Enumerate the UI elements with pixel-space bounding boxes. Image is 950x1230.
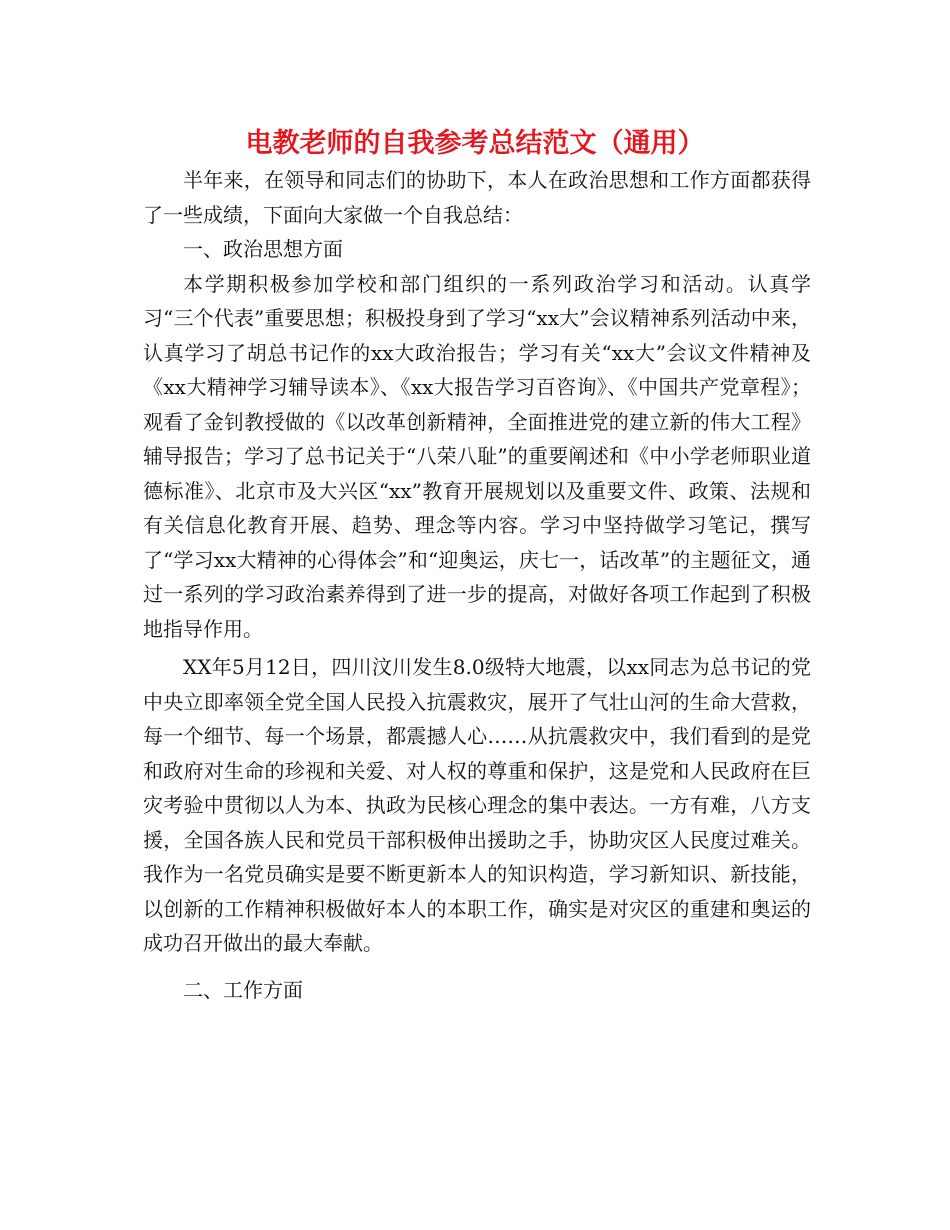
section-heading-work: 二、工作方面 bbox=[183, 977, 303, 1002]
document-title: 电教老师的自我参考总结范文（通用） bbox=[245, 128, 705, 159]
political-study-paragraph: 本学期积极参加学校和部门组织的一系列政治学习和活动。认真学习“三个代表”重要思想；积极投身到了学习“xx大”会议精神系列活动中来，认真学习了胡总书记作的xx大政治报告；学习有关“xx大”会议文件精神及《xx大精神学习辅导读本》、《xx大报告学习百咨询》、《中国共产党章程》；观看了金钊教授做的《以改革创新精神，全面推进党的建立新的伟大工程》辅导报告；学习了总书记关于“八荣八耻”的重要阐述和《中小学老师职业道德标准》、北京市及大兴区“xx”教育开展规划以及重要文件、政策、法规和有关信息化教育开展、趋势、理念等内容。学习中坚持做学习笔记，撰写了“学习xx大精神的心得体会”和“迎奥运，庆七一，话改革”的主题征文，通过一系列的学习政治素养得到了进一步的提高，对做好各项工作起到了积极地指导作用。 bbox=[143, 271, 811, 641]
intro-paragraph: 半年来，在领导和同志们的协助下，本人在政治思想和工作方面都获得了一些成绩，下面向大家做一个自我总结： bbox=[143, 168, 811, 227]
document-body bbox=[143, 163, 811, 1007]
section-heading-political: 一、政治思想方面 bbox=[183, 237, 343, 261]
earthquake-paragraph: XX年5月12日，四川汶川发生8.0级特大地震，以xx同志为总书记的党中央立即率领全党全国人民投入抗震救灾，展开了气壮山河的生命大营救，每一个细节、每一个场景，都震撼人心……从抗震救灾中，我们看到的是党和政府对生命的珍视和关爱、对人权的尊重和保护，这是党和人民政府在巨灾考验中贯彻以人为本、执政为民核心理念的集中表达。一方有难，八方支援，全国各族人民和党员干部积极伸出援助之手，协助灾区人民度过难关。我作为一名党员确实是要不断更新本人的知识构造，学习新知识、新技能，以创新的工作精神积极做好本人的本职工作，确实是对灾区的重建和奥运的成功召开做出的最大奉献。 bbox=[143, 655, 811, 955]
